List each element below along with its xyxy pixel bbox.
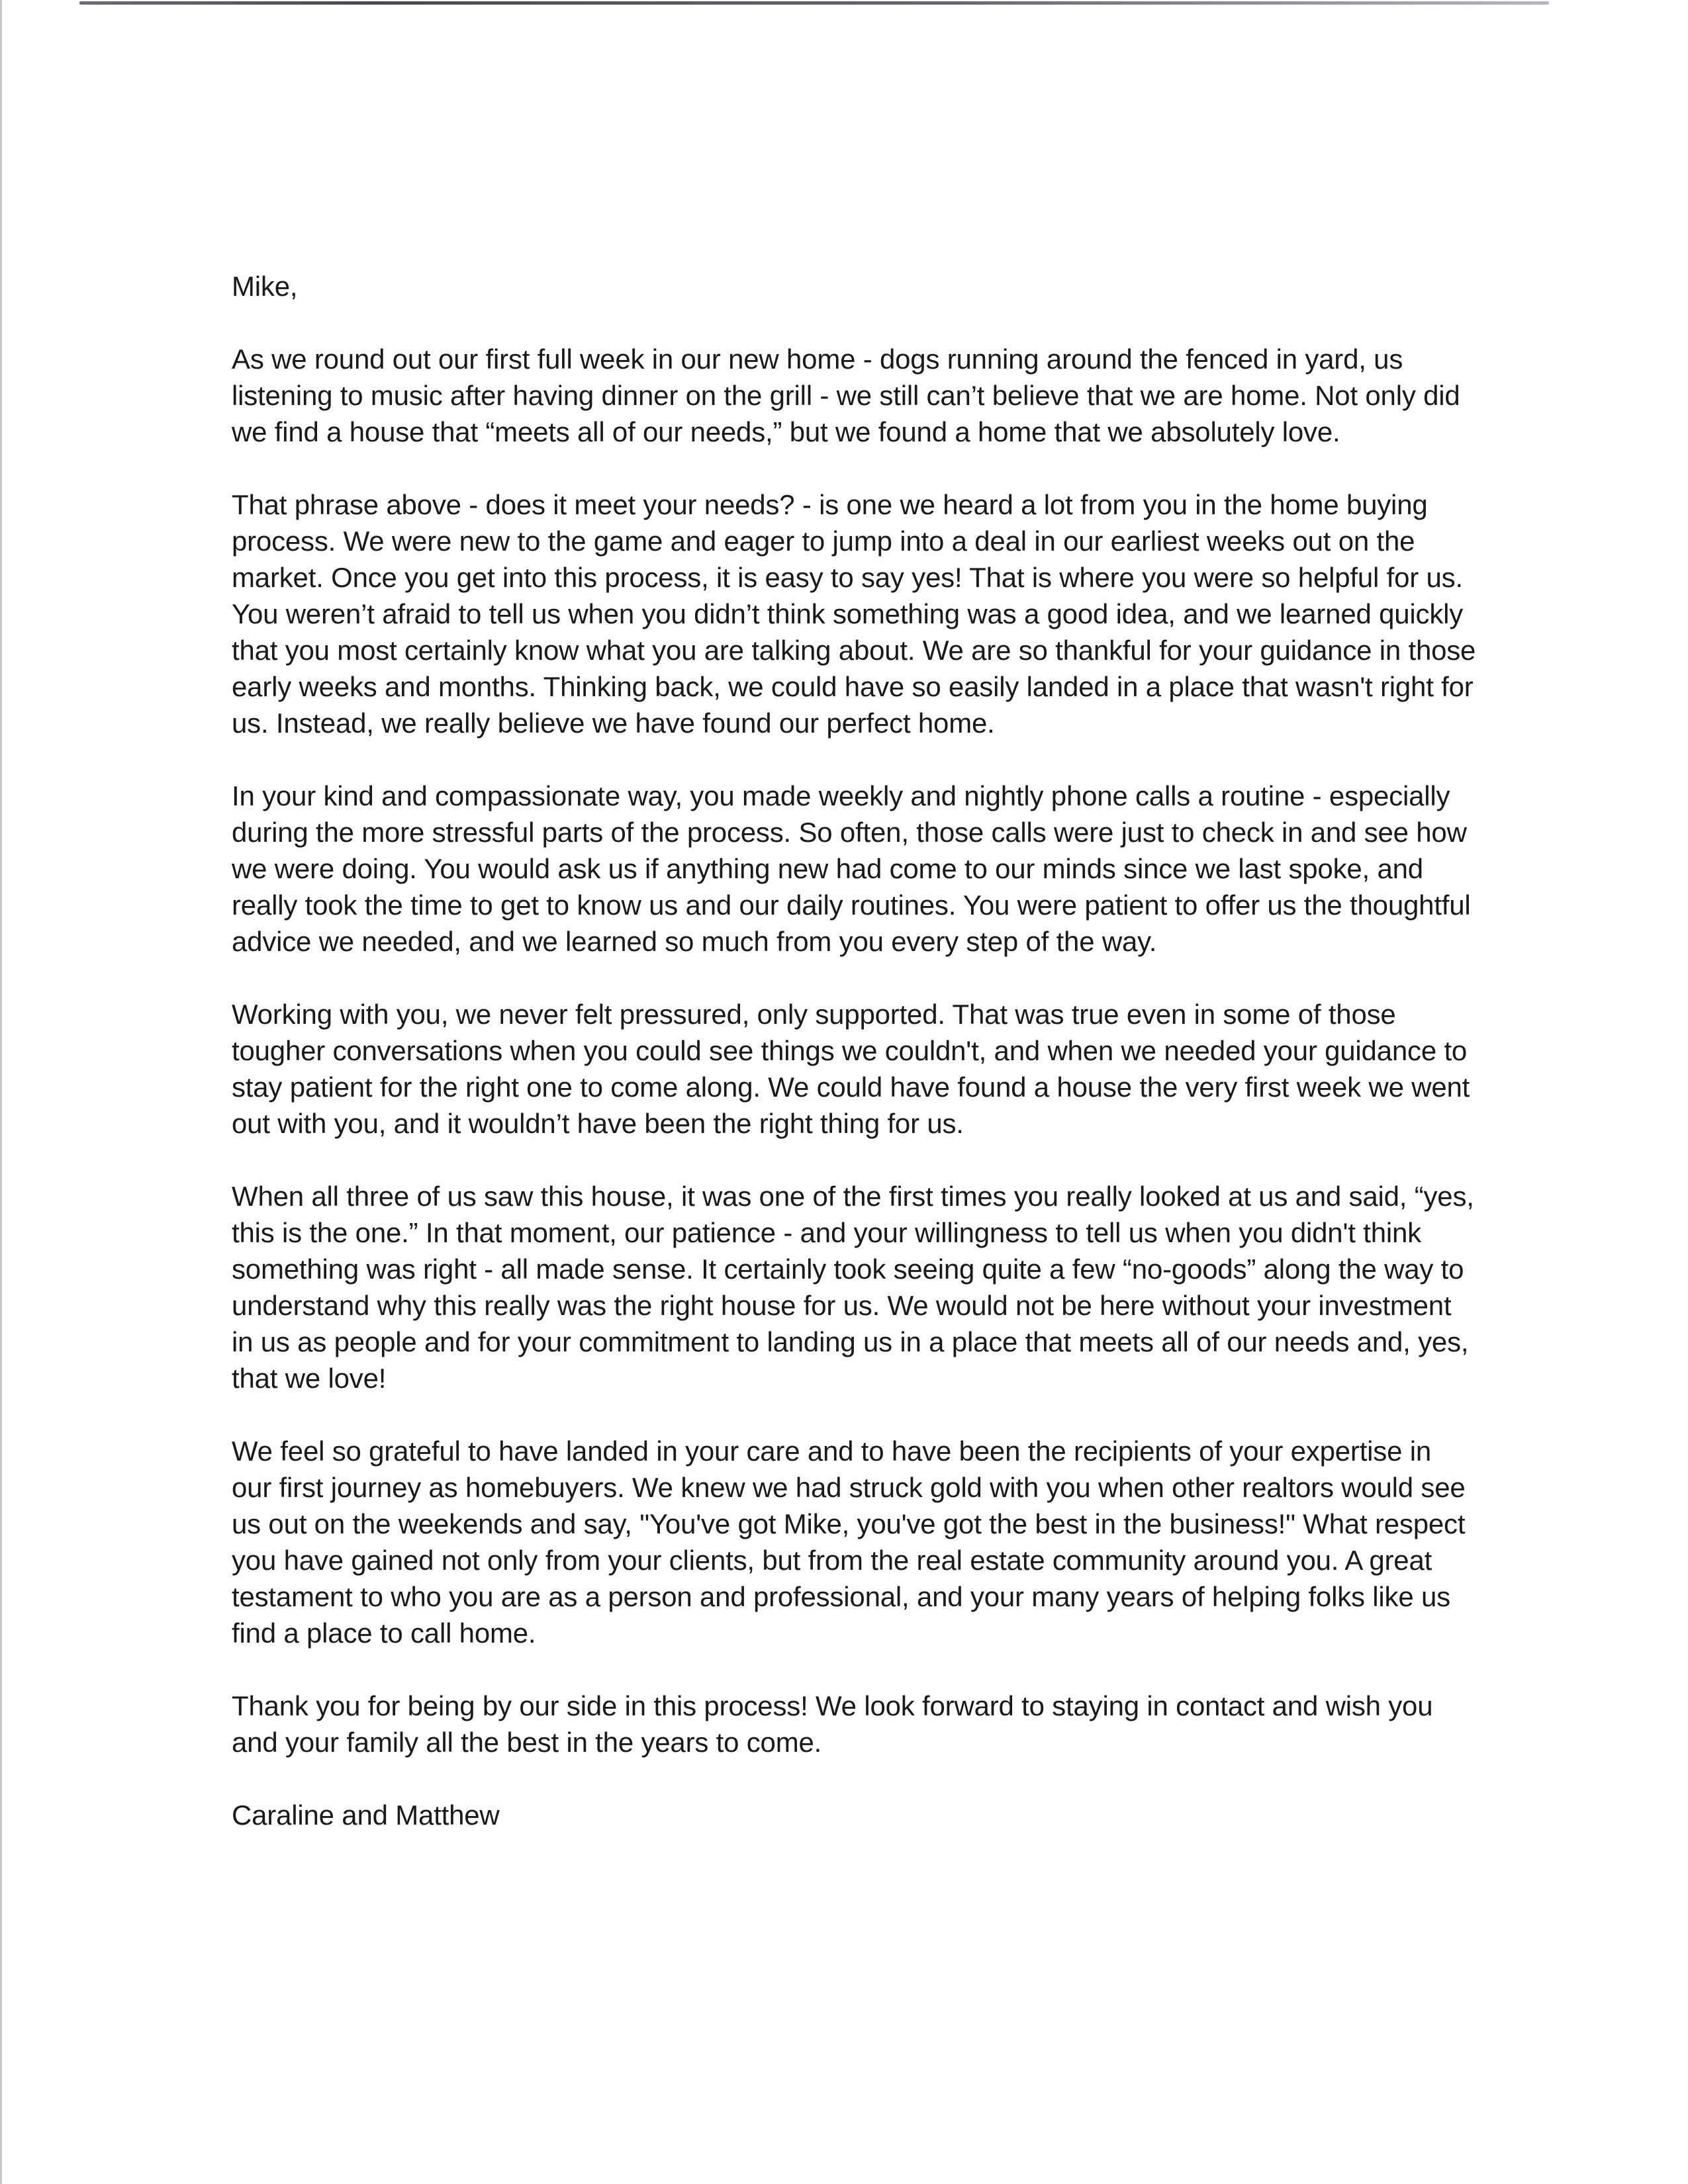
paragraph-5: When all three of us saw this house, it was one of the first times you really looked at us and said, “yes, this is the one.” In that moment, our patience - and your willingness to tell us when you didn't think something was right - all made sense. It certainly took seeing quite a few “no-goods” along the way to understand why this really was the right house for us. We would not be here without your investment in us as people and for your commitment to landing us in a place that meets all of our needs and, yes, that we love! xyxy=(232,1181,1474,1394)
paragraph-7: Thank you for being by our side in this process! We look forward to staying in contact and wish you and your family all the best in the years to come. xyxy=(232,1690,1433,1758)
signature: Caraline and Matthew xyxy=(232,1799,500,1831)
paragraph-6: We feel so grateful to have landed in your care and to have been the recipients of your expertise in our first journey as homebuyers. We knew we had struck gold with you when other realtors would see us out on the weekends and say, "You've got Mike, you've got the best in the business!" What respect you have gained not only from your clients, but from the real estate community around you. A great testament to who you are as a person and professional, and your many years of helping folks like us find a place to call home. xyxy=(232,1435,1466,1649)
paragraph-2: That phrase above - does it meet your needs? - is one we heard a lot from you in the home buying process. We were new to the game and eager to jump into a deal in our earliest weeks out on the market. Once you get into this process, it is easy to say yes! That is where you were so helpful for us. You weren’t afraid to tell us when you didn’t think something was a good idea, and we learned quickly that you most certainly know what you are talking about. We are so thankful for your guidance in those early weeks and months. Thinking back, we could have so easily landed in a place that wasn't right for us. Instead, we really believe we have found our perfect home. xyxy=(232,489,1476,739)
left-edge-shadow xyxy=(0,0,2,2184)
paragraph-3: In your kind and compassionate way, you made weekly and nightly phone calls a routine - especially during the more stressful parts of the process. So often, those calls were just to check in and see how we were doing. You would ask us if anything new had come to our minds since we last spoke, and really took the time to get to know us and our daily routines. You were patient to offer us the thoughtful advice we needed, and we learned so much from you every step of the way. xyxy=(232,780,1471,957)
paragraph-1: As we round out our first full week in our new home - dogs running around the fenced in yard, us listening to music after having dinner on the grill - we still can’t believe that we are home. Not only did we find a house that “meets all of our needs,” but we found a home that we absolutely love. xyxy=(232,343,1460,447)
letter-body xyxy=(232,268,1476,1833)
top-edge-line xyxy=(79,1,1549,5)
salutation: Mike, xyxy=(232,271,298,302)
paragraph-4: Working with you, we never felt pressured, only supported. That was true even in some of those tougher conversations when you could see things we couldn't, and when we needed your guidance to stay patient for the right one to come along. We could have found a house the very first week we went out with you, and it wouldn’t have been the right thing for us. xyxy=(232,999,1470,1139)
